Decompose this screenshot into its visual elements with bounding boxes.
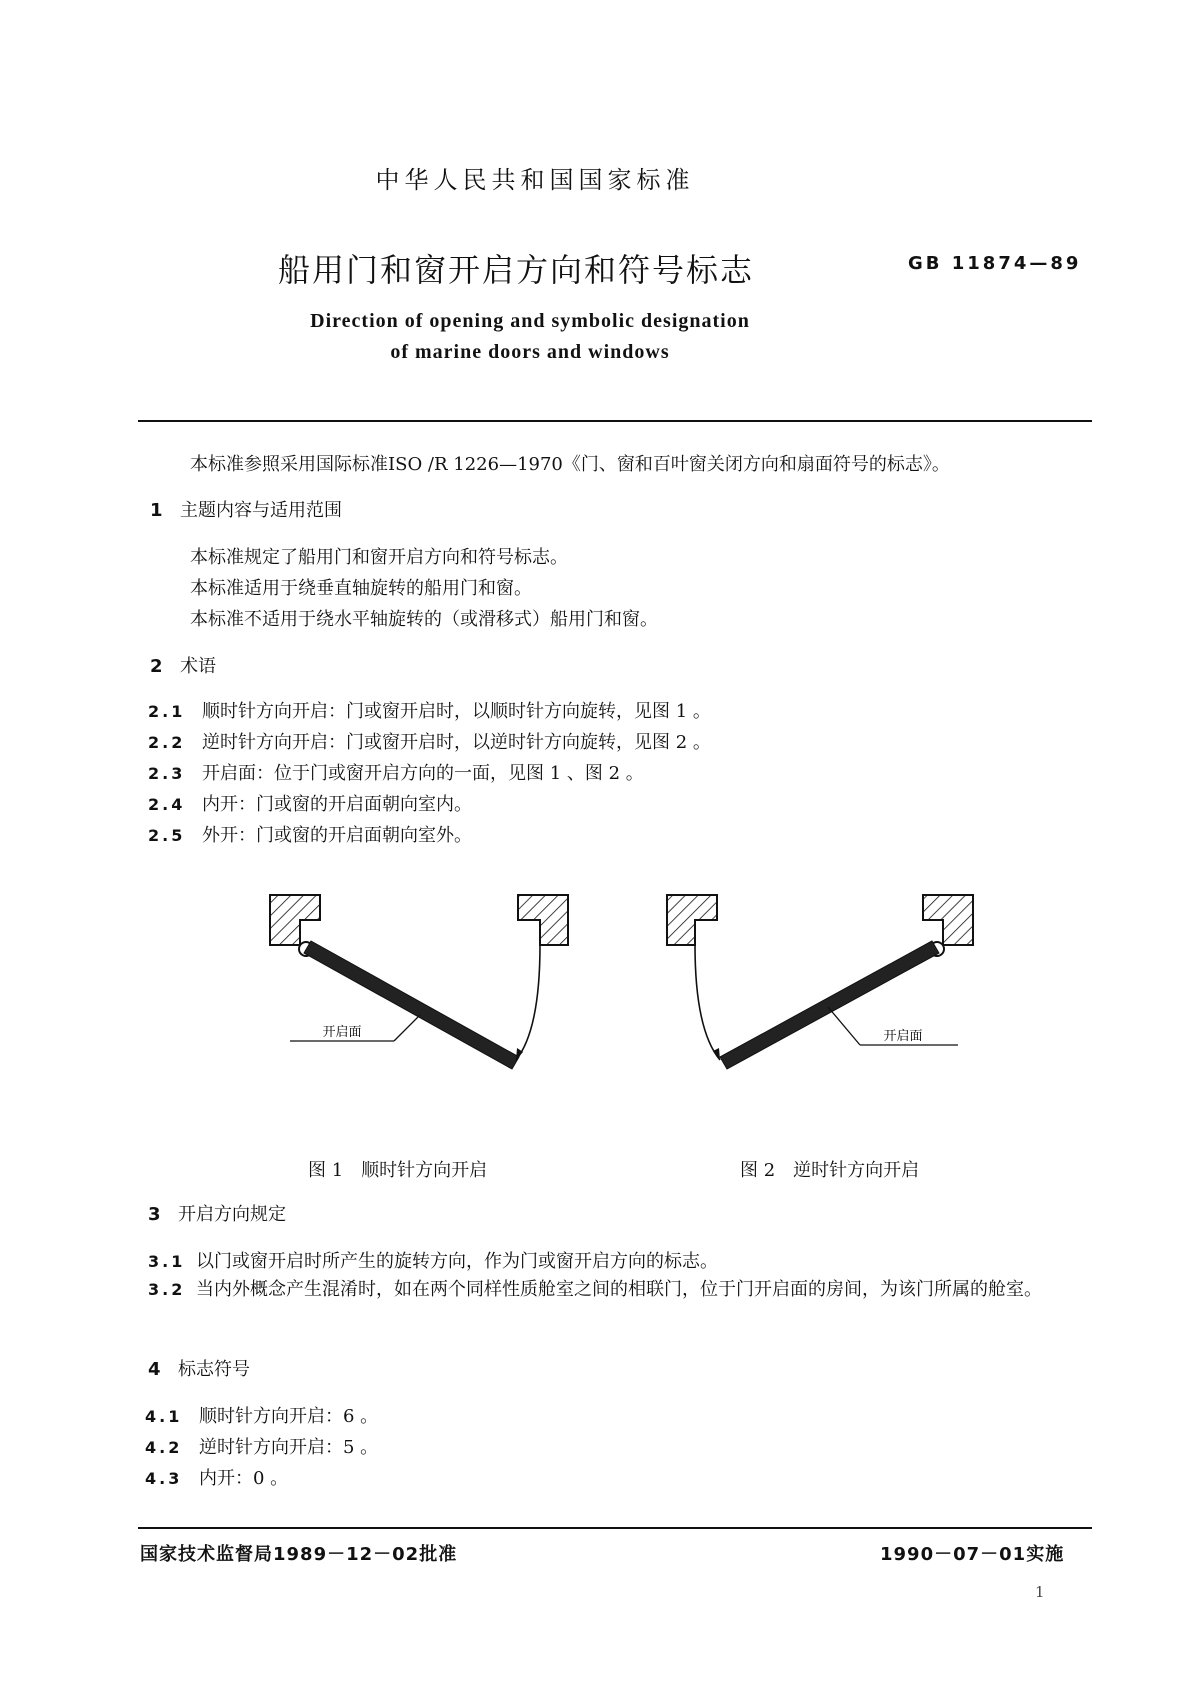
section-1-paragraph-3: 本标准不适用于绕水平轴旋转的（或滑移式）船用门和窗。 <box>190 609 658 630</box>
term-number: 2.3 <box>148 764 186 783</box>
rule-text: 以门或窗开启时所产生的旋转方向，作为门或窗开启方向的标志。 <box>196 1251 718 1272</box>
title-en-line-2: of marine doors and windows <box>390 341 670 363</box>
figure-2-caption: 图 2 逆时针方向开启 <box>740 1160 920 1181</box>
rule-item <box>140 1274 1080 1306</box>
rule-number: 3.1 <box>148 1252 186 1271</box>
term-number: 2.4 <box>148 795 186 814</box>
symbol-item <box>145 1464 288 1490</box>
left-frame-block <box>270 895 320 945</box>
opening-face-label: 开启面 <box>883 1029 923 1044</box>
symbol-text: 内开：0 。 <box>199 1468 289 1489</box>
document-title-zh: 船用门和窗开启方向和符号标志 <box>278 251 755 289</box>
swing-arc <box>516 945 540 1060</box>
arrow-icon <box>713 1048 720 1060</box>
rule-number: 3.2 <box>148 1280 186 1299</box>
left-frame-block <box>667 895 717 945</box>
label-leader <box>828 1007 860 1045</box>
section-3-heading <box>148 1200 286 1226</box>
symbol-number: 4.3 <box>145 1469 183 1488</box>
term-number: 2.2 <box>148 733 186 752</box>
term-item <box>148 697 711 723</box>
term-text: 开启面：位于门或窗开启方向的一面，见图 1 、图 2 。 <box>202 763 644 784</box>
symbol-item <box>145 1402 378 1428</box>
term-text: 逆时针方向开启：门或窗开启时，以逆时针方向旋转，见图 2 。 <box>202 732 711 753</box>
term-text: 内开：门或窗的开启面朝向室内。 <box>202 794 472 815</box>
effective-date: 1990－07－01实施 <box>880 1544 1065 1565</box>
figure-2-diagram <box>667 895 973 1069</box>
section-1-heading <box>150 496 342 522</box>
intro-paragraph: 本标准参照采用国际标准ISO /R 1226—1970《门、窗和百叶窗关闭方向和扇面符号的标志》。 <box>190 454 950 475</box>
section-2-heading <box>150 652 216 678</box>
issuing-country-standard: 中华人民共和国国家标准 <box>375 166 695 194</box>
swing-arc <box>695 945 720 1060</box>
door-leaf <box>304 941 519 1069</box>
section-3-title: 开启方向规定 <box>178 1204 286 1225</box>
label-leader <box>394 1015 420 1041</box>
document-title-en <box>0 306 1060 368</box>
symbol-number: 4.2 <box>145 1438 183 1457</box>
term-number: 2.5 <box>148 826 186 845</box>
page-number: 1 <box>1035 1583 1045 1601</box>
term-text: 顺时针方向开启：门或窗开启时，以顺时针方向旋转，见图 1 。 <box>202 701 711 722</box>
footer-divider <box>138 1527 1092 1529</box>
symbol-number: 4.1 <box>145 1407 183 1426</box>
term-text: 外开：门或窗的开启面朝向室外。 <box>202 825 472 846</box>
section-1-number: 1 <box>150 500 163 521</box>
symbol-text: 顺时针方向开启：6 。 <box>199 1406 379 1427</box>
approval-date: 国家技术监督局1989－12－02批准 <box>140 1544 458 1565</box>
rule-item <box>148 1247 718 1273</box>
section-1-paragraph-2: 本标准适用于绕垂直轴旋转的船用门和窗。 <box>190 578 532 599</box>
header-divider <box>138 420 1092 422</box>
figure-1-diagram <box>270 895 568 1069</box>
opening-face-label: 开启面 <box>322 1025 362 1040</box>
rule-text: 当内外概念产生混淆时，如在两个同样性质舱室之间的相联门，位于门开启面的房间，为该门所属的舱室。 <box>196 1279 1042 1300</box>
section-2-title: 术语 <box>180 656 216 677</box>
figure-1-caption: 图 1 顺时针方向开启 <box>308 1160 488 1181</box>
section-4-number: 4 <box>148 1359 161 1380</box>
section-2-number: 2 <box>150 656 163 677</box>
right-frame-block <box>518 895 568 945</box>
term-item <box>148 790 472 816</box>
term-number: 2.1 <box>148 702 186 721</box>
section-1-paragraph-1: 本标准规定了船用门和窗开启方向和符号标志。 <box>190 547 568 568</box>
term-item <box>148 759 644 785</box>
figures-diagram <box>0 880 1191 1100</box>
section-3-number: 3 <box>148 1204 161 1225</box>
section-4-title: 标志符号 <box>178 1359 250 1380</box>
title-en-line-1: Direction of opening and symbolic designation <box>310 310 750 332</box>
door-leaf <box>720 941 939 1069</box>
symbol-item <box>145 1433 378 1459</box>
section-4-heading <box>148 1355 250 1381</box>
term-item <box>148 728 711 754</box>
section-1-title: 主题内容与适用范围 <box>180 500 342 521</box>
standard-code: GB 11874—89 <box>908 253 1082 274</box>
symbol-text: 逆时针方向开启：5 。 <box>199 1437 379 1458</box>
right-frame-block <box>923 895 973 945</box>
term-item <box>148 821 472 847</box>
